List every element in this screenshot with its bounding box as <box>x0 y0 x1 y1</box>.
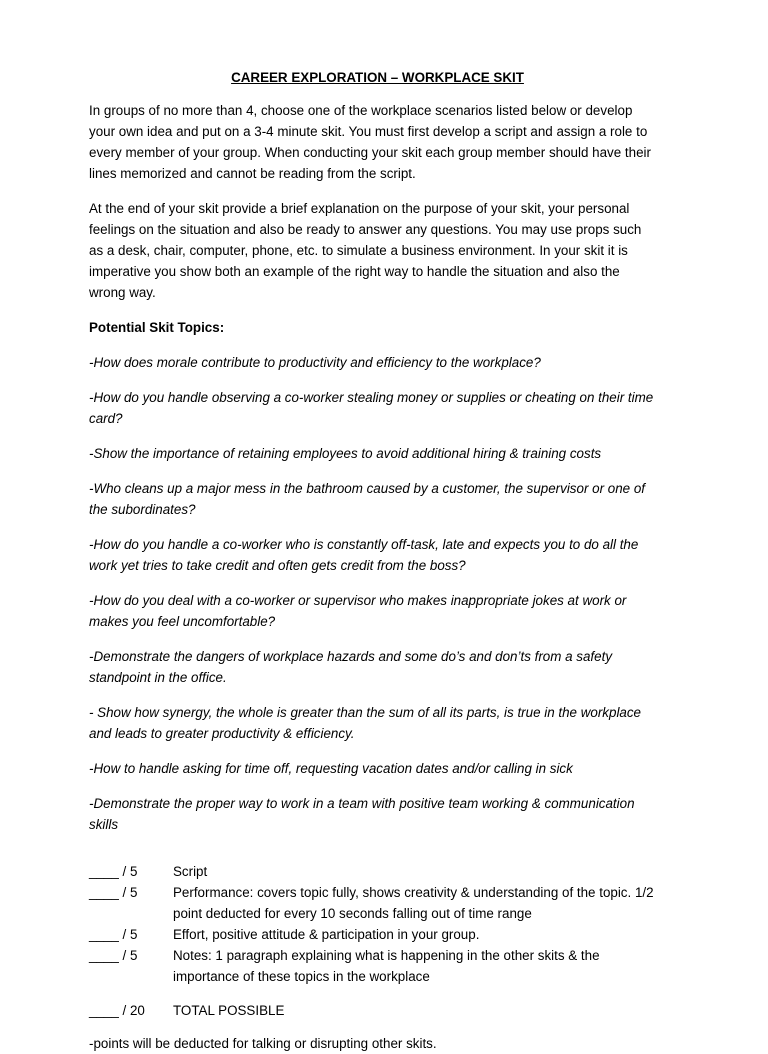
total-score-blank: ____ / 20 <box>89 1003 145 1018</box>
rubric-criterion: Notes: 1 paragraph explaining what is happening in the other skits & the importance of these topics in the workplace <box>173 948 600 984</box>
topic-item: -How to handle asking for time off, requesting vacation dates and/or calling in sick <box>89 761 573 776</box>
rubric-criterion: Effort, positive attitude & participation in your group. <box>173 927 480 942</box>
rubric-criterion: Script <box>173 864 208 879</box>
topic-item: -How does morale contribute to productivity and efficiency to the workplace? <box>89 355 541 370</box>
topic-item: -How do you handle a co-worker who is constantly off-task, late and expects you to do all the work yet tries to take credit and often gets credit from the boss? <box>89 537 639 573</box>
footer-note: -points will be deducted for talking or disrupting other skits. <box>89 1036 437 1051</box>
topic-item: -Demonstrate the proper way to work in a team with positive team working & communication skills <box>89 796 635 832</box>
rubric-criterion: Performance: covers topic fully, shows creativity & understanding of the topic. 1/2 point deducted for every 10 seconds falling out of time range <box>173 885 654 921</box>
rubric-score-blank: ____ / 5 <box>89 927 138 942</box>
topic-item: -How do you deal with a co-worker or supervisor who makes inappropriate jokes at work or makes you feel uncomfortable? <box>89 593 627 629</box>
intro-paragraph-2: At the end of your skit provide a brief explanation on the purpose of your skit, your personal feelings on the situation and also be ready to answer any questions. You may use props such as a desk, chair, computer, phone, etc. to simulate a business environment. In your skit it is imperative you show both an example of the right way to handle the situation and also the wrong way. <box>89 201 642 300</box>
topic-item: - Show how synergy, the whole is greater than the sum of all its parts, is true in the workplace and leads to greater productivity & efficiency. <box>89 705 642 741</box>
topic-item: -Who cleans up a major mess in the bathroom caused by a customer, the supervisor or one of the subordinates? <box>89 481 645 517</box>
topics-heading: Potential Skit Topics: <box>89 320 225 335</box>
intro-paragraph-1: In groups of no more than 4, choose one of the workplace scenarios listed below or develop your own idea and put on a 3-4 minute skit. You must first develop a script and assign a role to every member of your group. When conducting your skit each group member should have their lines memorized and cannot be reading from the script. <box>89 103 651 181</box>
topic-item: -Show the importance of retaining employees to avoid additional hiring & training costs <box>89 446 602 461</box>
document-title: CAREER EXPLORATION – WORKPLACE SKIT <box>231 70 524 85</box>
topic-item: -How do you handle observing a co-worker stealing money or supplies or cheating on their time card? <box>89 390 654 426</box>
rubric-score-blank: ____ / 5 <box>89 864 138 879</box>
rubric-score-blank: ____ / 5 <box>89 885 138 900</box>
total-label: TOTAL POSSIBLE <box>173 1003 285 1018</box>
rubric-score-blank: ____ / 5 <box>89 948 138 963</box>
grading-rubric <box>89 861 656 1021</box>
topic-item: -Demonstrate the dangers of workplace hazards and some do’s and don’ts from a safety standpoint in the office. <box>89 649 613 685</box>
